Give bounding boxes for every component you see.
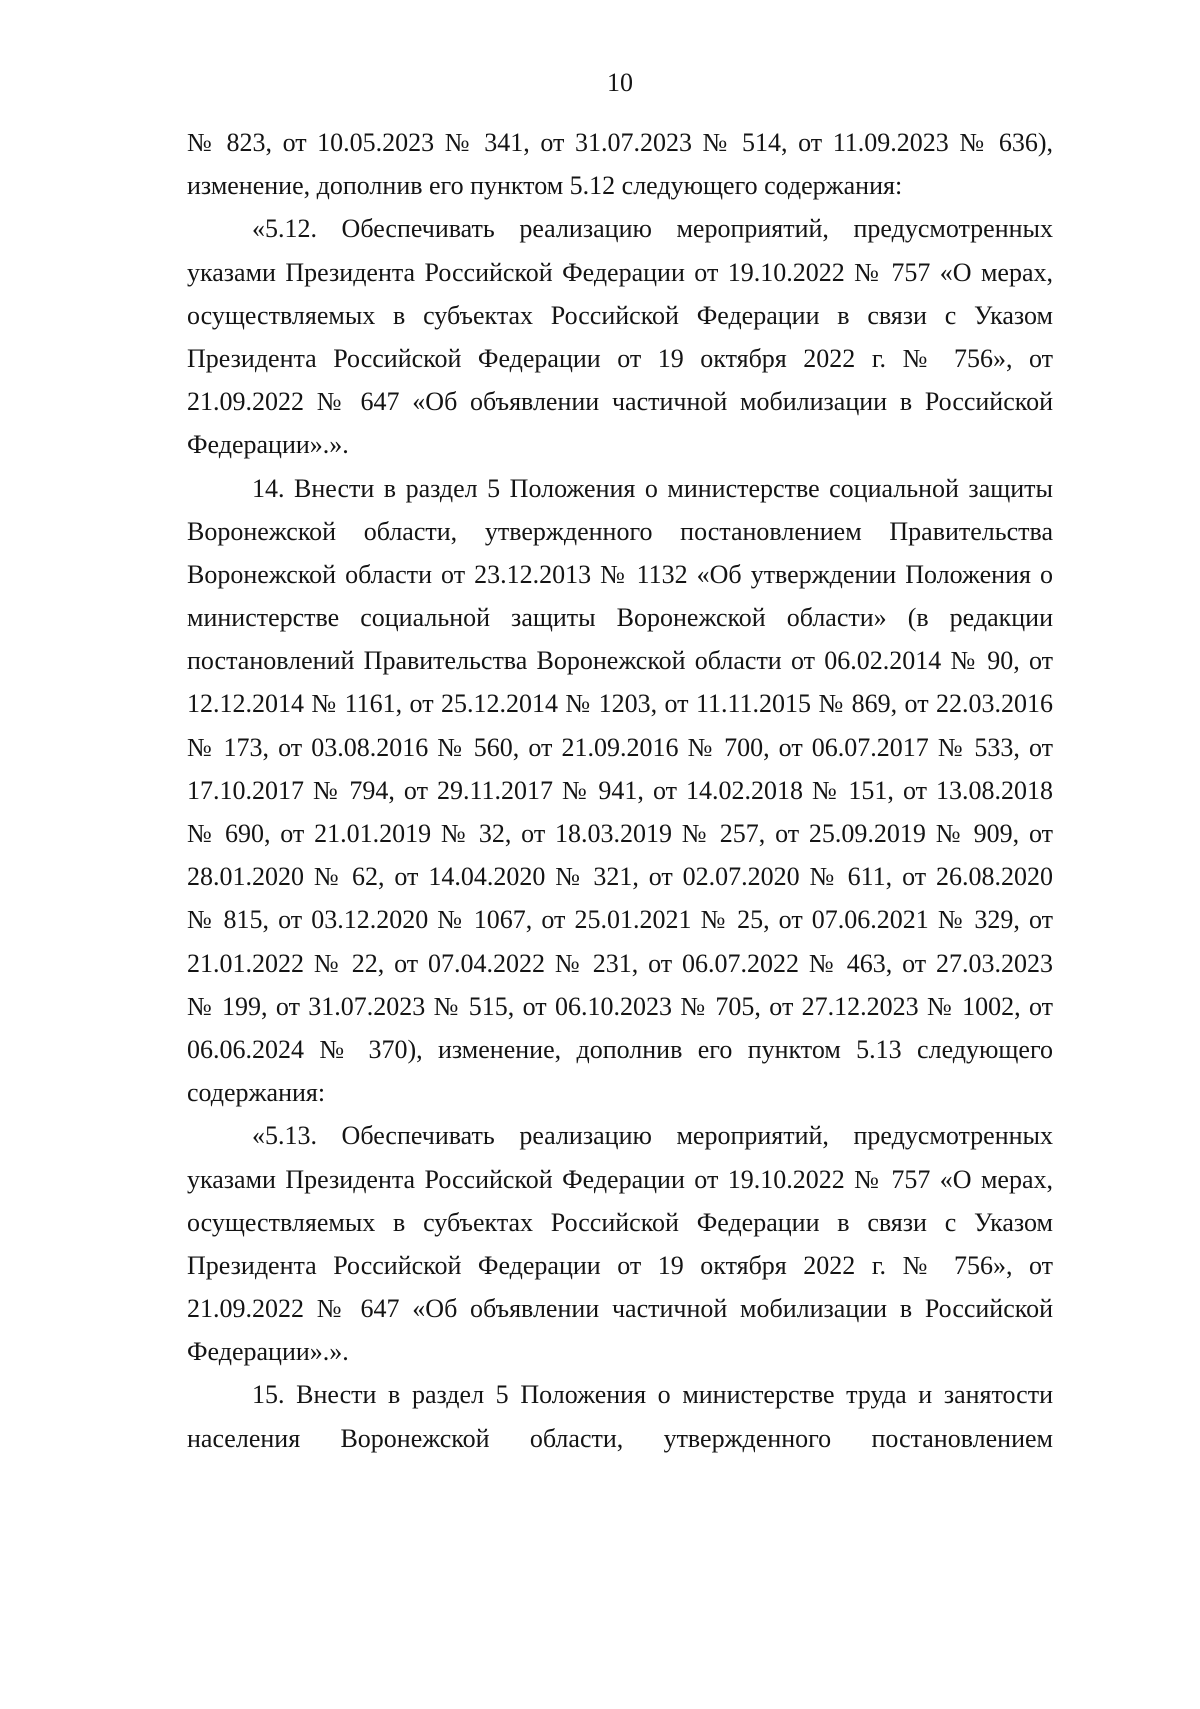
text-line: 21.09.2022 № 647 «Об объявлении частичной мобилизации в Российской xyxy=(187,387,1053,417)
text-line: министерстве социальной защиты Воронежской области» (в редакции xyxy=(187,603,1053,633)
text-line: постановлений Правительства Воронежской области от 06.02.2014 № 90, от xyxy=(187,646,1053,676)
text-line: 06.06.2024 № 370), изменение, дополнив его пунктом 5.13 следующего xyxy=(187,1034,1053,1064)
page-number: 10 xyxy=(607,68,633,97)
text-line: населения Воронежской области, утвержденного постановлением xyxy=(187,1423,1053,1453)
paragraph-continuation xyxy=(187,121,1053,207)
paragraph-15 xyxy=(187,1373,1053,1459)
text-line: 21.09.2022 № 647 «Об объявлении частичной мобилизации в Российской xyxy=(187,1294,1053,1324)
document-body xyxy=(187,121,1053,1460)
text-line: 12.12.2014 № 1161, от 25.12.2014 № 1203, от 11.11.2015 № 869, от 22.03.2016 xyxy=(187,689,1053,719)
text-line: осуществляемых в субъектах Российской Федерации в связи с Указом xyxy=(187,300,1053,330)
text-line: «5.13. Обеспечивать реализацию мероприятий, предусмотренных xyxy=(252,1121,1053,1151)
text-line: Воронежской области от 23.12.2013 № 1132 «Об утверждении Положения о xyxy=(187,559,1053,589)
paragraph-14 xyxy=(187,467,1053,1115)
text-line: указами Президента Российской Федерации от 19.10.2022 № 757 «О мерах, xyxy=(187,1164,1053,1194)
text-line: изменение, дополнив его пунктом 5.12 следующего содержания: xyxy=(187,171,903,201)
text-line: 28.01.2020 № 62, от 14.04.2020 № 321, от 02.07.2020 № 611, от 26.08.2020 xyxy=(187,862,1053,892)
text-line: 14. Внести в раздел 5 Положения о министерстве социальной защиты xyxy=(252,473,1053,503)
text-line: содержания: xyxy=(187,1078,326,1108)
text-line: № 815, от 03.12.2020 № 1067, от 25.01.2021 № 25, от 07.06.2021 № 329, от xyxy=(187,905,1053,935)
text-line: Воронежской области, утвержденного постановлением Правительства xyxy=(187,516,1053,546)
text-line: указами Президента Российской Федерации от 19.10.2022 № 757 «О мерах, xyxy=(187,257,1053,287)
text-line: № 199, от 31.07.2023 № 515, от 06.10.2023 № 705, от 27.12.2023 № 1002, от xyxy=(187,991,1053,1021)
text-line: Федерации».». xyxy=(187,430,349,460)
paragraph-5-13 xyxy=(187,1114,1053,1373)
text-line: Федерации».». xyxy=(187,1337,349,1367)
text-line: Президента Российской Федерации от 19 октября 2022 г. № 756», от xyxy=(187,1250,1053,1280)
text-line: осуществляемых в субъектах Российской Федерации в связи с Указом xyxy=(187,1207,1053,1237)
text-line: 17.10.2017 № 794, от 29.11.2017 № 941, от 14.02.2018 № 151, от 13.08.2018 xyxy=(187,775,1053,805)
text-line: № 173, от 03.08.2016 № 560, от 21.09.2016 № 700, от 06.07.2017 № 533, от xyxy=(187,732,1053,762)
text-line: № 823, от 10.05.2023 № 341, от 31.07.2023 № 514, от 11.09.2023 № 636), xyxy=(187,128,1053,157)
text-line: Президента Российской Федерации от 19 октября 2022 г. № 756», от xyxy=(187,343,1053,373)
text-line: № 690, от 21.01.2019 № 32, от 18.03.2019 № 257, от 25.09.2019 № 909, от xyxy=(187,819,1053,848)
text-line: 21.01.2022 № 22, от 07.04.2022 № 231, от 06.07.2022 № 463, от 27.03.2023 xyxy=(187,948,1053,978)
text-line: «5.12. Обеспечивать реализацию мероприятий, предусмотренных xyxy=(252,214,1053,244)
paragraph-5-12 xyxy=(187,207,1053,466)
text-line: 15. Внести в раздел 5 Положения о министерстве труда и занятости xyxy=(252,1380,1053,1410)
